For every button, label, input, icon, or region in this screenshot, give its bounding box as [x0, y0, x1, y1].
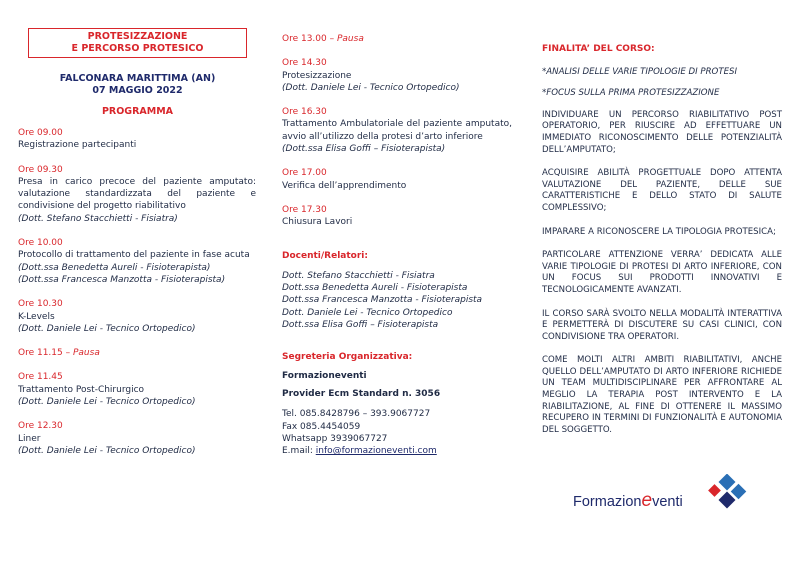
- segreteria-email-row: [282, 445, 512, 457]
- schedule-topic: Protesizzazione: [282, 70, 352, 81]
- segreteria-section: [282, 351, 512, 457]
- title-line-1: PROTESIZZAZIONE: [87, 31, 188, 42]
- docenti-list: [282, 270, 512, 331]
- schedule-time-label: Ore 16.30: [282, 107, 327, 118]
- schedule-time-label: Ore 12.30: [18, 421, 63, 432]
- finalita-italic-2: *FOCUS SULLA PRIMA PROTESIZZAZIONE: [542, 88, 720, 99]
- docente-item: Dott.ssa Francesca Manzotta - Fisioterapista: [282, 295, 483, 306]
- schedule-time-label: Ore 17.00: [282, 168, 327, 179]
- finalita-italic-1: *ANALISI DELLE VARIE TIPOLOGIE DI PROTESI: [542, 66, 737, 77]
- schedule-time-label: Ore 10.30: [18, 299, 63, 310]
- segreteria-name: Formazioneventi: [282, 370, 367, 381]
- program-column-1: [18, 127, 256, 469]
- schedule-time: [282, 167, 512, 179]
- finalita-title: FINALITA’ DEL CORSO:: [542, 44, 655, 54]
- schedule-time: [18, 298, 256, 310]
- docente-item: Dott. Daniele Lei - Tecnico Ortopedico: [282, 307, 453, 318]
- schedule-time-label: Ore 14.30: [282, 58, 327, 69]
- segreteria-provider: Provider Ecm Standard n. 3056: [282, 388, 441, 399]
- schedule-pause-label: Pausa: [72, 348, 100, 359]
- segreteria-email-label: E.mail:: [282, 446, 316, 457]
- schedule-speaker: (Dott. Daniele Lei - Tecnico Ortopedico): [282, 82, 460, 93]
- schedule-speaker: (Dott. Daniele Lei - Tecnico Ortopedico): [18, 323, 196, 334]
- schedule-time-label: Ore 13.00 –: [282, 34, 337, 44]
- schedule-time-label: Ore 11.45: [18, 372, 63, 383]
- schedule-topic: Verifica dell’apprendimento: [282, 180, 407, 191]
- schedule-topic: Trattamento Post-Chirurgico: [18, 384, 145, 395]
- logo-wordmark: [573, 490, 683, 512]
- docente-item: Dott.ssa Elisa Goffi – Fisioterapista: [282, 320, 439, 331]
- schedule-topic: Presa in carico precoce del paziente amputato: valutazione standardizzata del paziente e condivisione del progetto riabilitativo: [18, 176, 256, 212]
- schedule-item: [18, 127, 256, 152]
- title-line-2: E PERCORSO PROTESICO: [71, 42, 204, 54]
- finalita-paragraph: ACQUISIRE ABILITÀ PROGETTUALE DOPO ATTENTA VALUTAZIONE DEL PAZIENTE, DELLE SUE CARATTERISTICHE E DELLO STATO DI SALUTE COMPLESSIVO;: [542, 168, 782, 213]
- schedule-time: [282, 204, 512, 216]
- schedule-item: [18, 347, 256, 359]
- segreteria-tel: Tel. 085.8428796 – 393.9067727: [282, 409, 431, 420]
- segreteria-fax: Fax 085.4454059: [282, 421, 361, 432]
- finalita-paragraph: IL CORSO SARÀ SVOLTO NELLA MODALITÀ INTERATTIVA E PERMETTERÀ DI DISCUTERE SU CASI CLINICI, CON CONDIVISIONE TRA OPERATORI.: [542, 308, 782, 342]
- schedule-time-label: Ore 17.30: [282, 204, 327, 215]
- segreteria-email-link[interactable]: info@formazioneventi.com: [315, 446, 437, 457]
- schedule-item: [18, 298, 256, 335]
- schedule-item: [18, 164, 256, 225]
- docenti-section: [282, 250, 512, 332]
- docente-item: Dott.ssa Benedetta Aureli - Fisioterapista: [282, 283, 468, 294]
- schedule-topic: Protocollo di trattamento del paziente in fase acuta: [18, 250, 250, 261]
- schedule-speaker: (Dott.ssa Elisa Goffi – Fisioterapista): [282, 144, 446, 155]
- program-column-2: [282, 33, 512, 457]
- schedule-item: [18, 237, 256, 286]
- logo-diamond-icon: [701, 474, 751, 512]
- schedule-speaker: (Dott.ssa Benedetta Aureli - Fisioterapista): [18, 262, 211, 273]
- schedule-topic: Registrazione partecipanti: [18, 140, 137, 151]
- schedule-time: [18, 237, 256, 249]
- finalita-paragraph: COME MOLTI ALTRI AMBITI RIABILITATIVI, ANCHE QUELLO DELL’AMPUTATO DI ARTO INFERIORE RICHIEDE UN TEAM MULTIDISCIPLINARE PER AFFRONTARE AL MEGLIO LA TERAPIA POST INTERVENTO E LA RIABILITAZIONE, AL FINE DI OTTENERE IL MASSIMO RECUPERO IN TERMINI DI FUNZIONALITÀ E AUTONOMIA DEL SOGGETTO.: [542, 355, 782, 435]
- segreteria-whatsapp: Whatsapp 3939067727: [282, 433, 388, 444]
- formazioneventi-logo: [573, 474, 758, 514]
- schedule-time-label: Ore 10.00: [18, 238, 63, 249]
- docente-item: Dott. Stefano Stacchietti - Fisiatra: [282, 270, 435, 281]
- schedule-time-label: Ore 09.00: [18, 128, 63, 138]
- schedule-item: [282, 33, 512, 45]
- event-location-date: [28, 73, 247, 97]
- segreteria-title: Segreteria Organizzativa:: [282, 352, 413, 363]
- schedule-time: [282, 57, 512, 69]
- schedule-topic: K-Levels: [18, 311, 55, 322]
- schedule-topic: Liner: [18, 433, 41, 444]
- schedule-time: [282, 106, 512, 118]
- schedule-time-label: Ore 11.15 –: [18, 348, 73, 359]
- event-date: 07 MAGGIO 2022: [92, 85, 183, 96]
- event-location: FALCONARA MARITTIMA (AN): [59, 73, 216, 84]
- schedule-time: [18, 420, 256, 432]
- schedule-item: [282, 106, 512, 155]
- schedule-speaker: (Dott. Stefano Stacchietti - Fisiatra): [18, 213, 178, 224]
- title-box: [28, 28, 247, 58]
- schedule-time: [18, 347, 256, 359]
- finalita-paragraph: IMPARARE A RICONOSCERE LA TIPOLOGIA PROTESICA;: [542, 226, 776, 237]
- schedule-speaker: (Dott.ssa Francesca Manzotta - Fisioterapista): [18, 274, 226, 285]
- programma-heading: PROGRAMMA: [101, 106, 174, 117]
- finalita-paragraph: PARTICOLARE ATTENZIONE VERRA’ DEDICATA ALLE VARIE TIPOLOGIE DI PROTESI DI ARTO INFERIORE, CON UN FOCUS SUI PRODOTTI INNOVATIVI E TECNOLOGICAMENTE AVANZATI.: [542, 250, 782, 295]
- logo-text-part-1: Formazion: [573, 494, 642, 510]
- schedule-speaker: (Dott. Daniele Lei - Tecnico Ortopedico): [18, 397, 196, 408]
- schedule-topic: Trattamento Ambulatoriale del paziente amputato, avvio all’utilizzo della protesi d’arto inferiore: [282, 119, 512, 142]
- schedule-item: [18, 420, 256, 457]
- program-column-2-schedule: [282, 33, 512, 229]
- schedule-time: [18, 127, 256, 139]
- logo-text-part-2: venti: [652, 494, 683, 510]
- schedule-item: [18, 371, 256, 408]
- schedule-pause-label: Pausa: [336, 34, 364, 44]
- schedule-item: [282, 204, 512, 229]
- schedule-time: [18, 164, 256, 176]
- finalita-paragraphs: [542, 110, 782, 437]
- docenti-title: Docenti/Relatori:: [282, 250, 368, 261]
- schedule-item: [282, 167, 512, 192]
- finalita-paragraph: INDIVIDUARE UN PERCORSO RIABILITATIVO POST OPERATORIO, PER RIUSCIRE AD EFFETTUARE UN IMMEDIATO RICONOSCIMENTO DELLE POTENZIALITÀ DELL’AMPUTATO;: [542, 109, 782, 155]
- schedule-time-label: Ore 09.30: [18, 164, 63, 175]
- schedule-time: [18, 371, 256, 383]
- finalita-column: [542, 44, 782, 448]
- schedule-topic: Chiusura Lavori: [282, 217, 353, 228]
- schedule-item: [282, 57, 512, 94]
- schedule-speaker: (Dott. Daniele Lei - Tecnico Ortopedico): [18, 445, 196, 456]
- logo-text-e: e: [641, 490, 653, 511]
- schedule-time: [282, 33, 512, 45]
